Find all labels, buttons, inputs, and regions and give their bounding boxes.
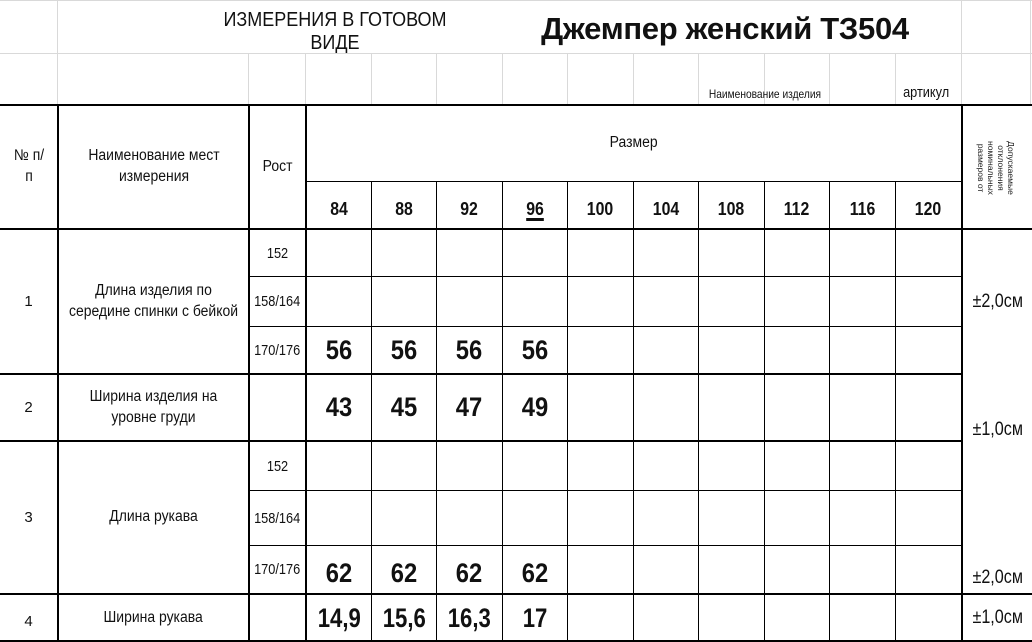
measurement-value: 56 — [390, 334, 418, 365]
row-name: Длина изделия по середине спинки с бейкой — [68, 281, 239, 320]
col-header-num: № п/п — [13, 147, 44, 185]
tolerance-value: ±1,0см — [972, 607, 1023, 628]
size-header: 92 — [460, 198, 479, 219]
measurement-value: 62 — [456, 557, 483, 588]
row-height: 152 — [266, 244, 289, 262]
table-line — [829, 181, 830, 642]
product-title — [540, 6, 910, 52]
measurement-value: 45 — [390, 392, 418, 422]
table-line — [248, 276, 962, 277]
product-title-text: Джемпер женский ТЗ504 — [541, 11, 909, 46]
table-line — [248, 545, 962, 546]
gridline — [305, 53, 306, 104]
size-header: 104 — [652, 198, 680, 219]
row-height: 170/176 — [254, 561, 301, 578]
row-height: 158/164 — [254, 293, 301, 310]
table-line — [248, 490, 962, 491]
gridline — [502, 53, 503, 104]
row-num: 4 — [24, 612, 33, 630]
sheet-title — [200, 9, 500, 54]
measurement-value: 15,6 — [382, 602, 426, 633]
size-header: 88 — [395, 198, 413, 219]
article-label: артикул — [902, 83, 950, 101]
gridline — [248, 53, 249, 104]
table-line — [764, 181, 765, 642]
measurement-value: 43 — [325, 392, 353, 422]
gridline — [961, 0, 962, 104]
gridline — [0, 0, 1032, 1]
measurement-value: 56 — [521, 334, 549, 365]
measurement-value: 17 — [522, 602, 548, 633]
row-height: 152 — [266, 457, 289, 475]
gridline — [633, 53, 634, 104]
row-height: 170/176 — [254, 341, 301, 359]
row-num: 2 — [24, 399, 33, 416]
row-num: 1 — [24, 293, 33, 310]
col-header-name: Наименование мест измерения — [87, 147, 220, 185]
row-height: 158/164 — [254, 509, 301, 527]
row-name: Ширина изделия на уровне груди — [89, 387, 218, 426]
size-header: 108 — [718, 198, 745, 219]
measurement-value: 62 — [325, 557, 353, 588]
table-line — [698, 181, 699, 642]
col-header-height: Рост — [262, 157, 293, 175]
measurement-value: 56 — [325, 334, 353, 365]
measurement-value: 49 — [521, 392, 549, 422]
gridline — [0, 53, 1032, 54]
table-line — [895, 181, 896, 642]
size-header: 120 — [915, 198, 942, 219]
sheet-title-text: ИЗМЕРЕНИЯ В ГОТОВОМ ВИДЕ — [223, 9, 447, 54]
col-header-size: Размер — [610, 134, 658, 152]
gridline — [371, 53, 372, 104]
measurement-value: 47 — [456, 392, 483, 422]
measurement-value: 62 — [521, 557, 549, 588]
table-line — [633, 181, 634, 642]
measurement-value: 56 — [456, 334, 483, 365]
gridline — [1030, 0, 1031, 104]
product-name-label: Наименование изделия — [708, 87, 822, 101]
gridline — [57, 0, 58, 104]
gridline — [436, 53, 437, 104]
col-header-tolerance: Допускаемые отклонения номинальных размеров от — [976, 141, 1016, 195]
size-header: 96 — [526, 198, 544, 219]
measurement-value: 16,3 — [447, 602, 492, 633]
tolerance-value: ±2,0см — [972, 567, 1023, 588]
tolerance-value: ±2,0см — [972, 290, 1023, 312]
table-line — [567, 181, 568, 642]
row-name: Ширина рукава — [103, 608, 204, 626]
measurement-value: 62 — [390, 557, 418, 588]
size-header: 116 — [849, 198, 876, 219]
row-name: Длина рукава — [109, 508, 198, 526]
gridline — [567, 53, 568, 104]
row-num: 3 — [24, 509, 33, 526]
size-header: 112 — [784, 198, 810, 219]
size-header: 84 — [330, 198, 348, 219]
measurement-value: 14,9 — [317, 602, 361, 633]
size-header: 100 — [587, 198, 614, 219]
tolerance-value: ±1,0см — [972, 419, 1023, 440]
